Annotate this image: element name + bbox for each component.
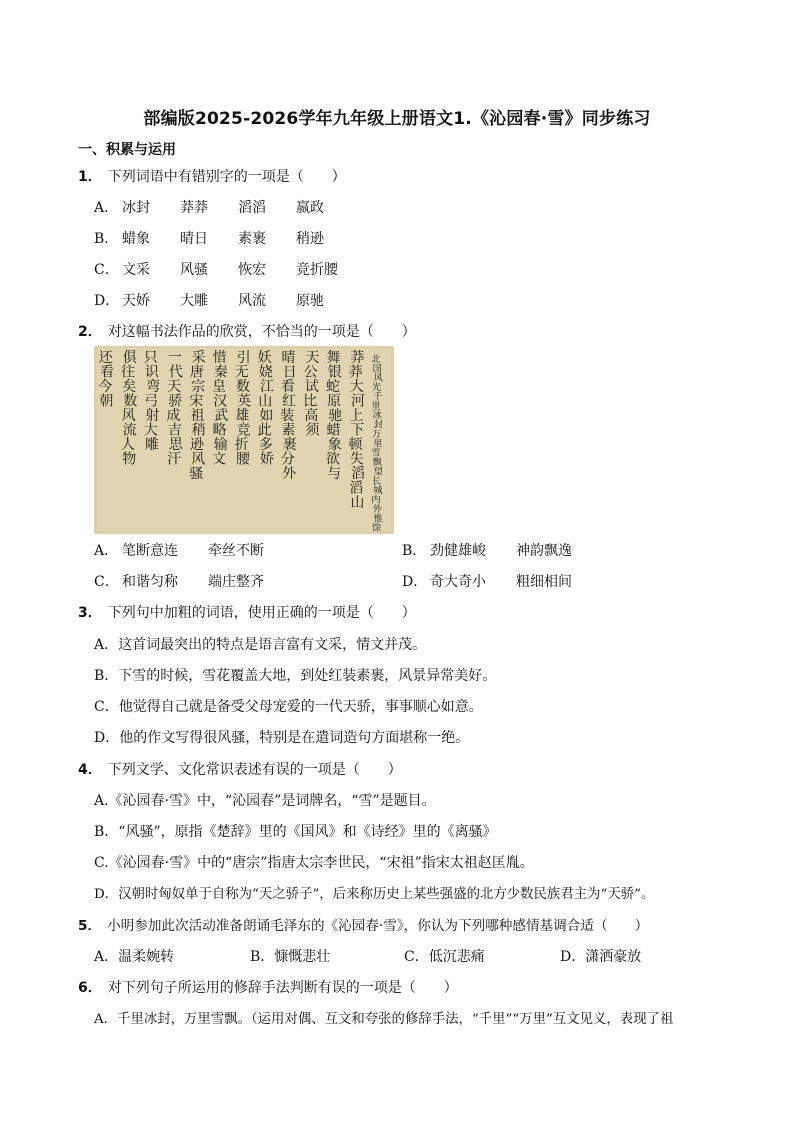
- question-stem: 对下列句子所运用的修辞手法判断有误的一项是（ ）: [107, 980, 458, 996]
- calligraphy-column: 莽莽大河上下顿失滔滔山: [348, 350, 365, 511]
- question-1: [78, 166, 346, 186]
- question-2: [78, 321, 416, 341]
- q4-option-c[interactable]: C.《沁园春·雪》中的“唐宗”指唐太宗李世民，“宋祖”指宋太祖赵匡胤。: [94, 855, 534, 871]
- calligraphy-column: 北国风光千里冰封万里雪飘望长城内外惟馀: [371, 354, 383, 534]
- calligraphy-column: 引无数英雄竞折腰: [234, 350, 252, 468]
- q3-option-b[interactable]: B．下雪的时候，雪花覆盖大地，到处红装素裹，风景异常美好。: [94, 668, 497, 684]
- calligraphy-column: 俱往矣数风流人物: [121, 350, 138, 468]
- question-stem: 下列句中加粗的词语，使用正确的一项是（ ）: [107, 605, 416, 621]
- q2-option-a[interactable]: A． 笔断意连 牵丝不断: [94, 543, 264, 559]
- question-6: [78, 977, 458, 997]
- q1-option-d[interactable]: D． 天娇 大雕 风流 原驰: [94, 293, 324, 309]
- q5-option-d[interactable]: D．潇洒豪放: [560, 949, 642, 965]
- q4-option-d[interactable]: D．汉朝时匈奴单于自称为“天之骄子”，后来称历史上某些强盛的北方少数民族君主为“天骄”。: [94, 887, 655, 902]
- q3-option-c[interactable]: C．他觉得自己就是备受父母宠爱的一代天骄，事事顺心如意。: [94, 699, 483, 715]
- calligraphy-column: 采唐宗宋祖稍逊风骚: [189, 350, 206, 482]
- q5-option-a[interactable]: A．温柔婉转: [94, 949, 175, 965]
- question-stem: 对这幅书法作品的欣赏，不恰当的一项是（ ）: [107, 324, 416, 340]
- q2-option-d[interactable]: D． 奇大奇小 粗细相间: [402, 574, 572, 590]
- question-stem: 下列文学、文化常识表述有误的一项是（ ）: [107, 762, 402, 778]
- q4-option-b[interactable]: B．“风骚”，原指《楚辞》里的《国风》和《诗经》里的《离骚》: [94, 824, 497, 840]
- question-4: [78, 759, 402, 779]
- calligraphy-column: 晴日看红装素裹分外: [280, 350, 297, 482]
- q5-option-c[interactable]: C．低沉悲痛: [404, 949, 485, 965]
- question-number: 6．: [78, 980, 102, 996]
- q1-option-c[interactable]: C． 文采 风骚 恢宏 竞折腰: [94, 262, 338, 278]
- q1-option-b[interactable]: B． 蜡象 晴日 素裹 稍逊: [94, 231, 324, 247]
- calligraphy-column: 妖娆江山如此多娇: [257, 350, 274, 468]
- q6-option-a[interactable]: A．千里冰封，万里雪飘。（运用对偶、互文和夸张的修辞手法，“千里”“万里”互文见义，表现了祖: [94, 1012, 674, 1027]
- q3-option-d[interactable]: D．他的作文写得很风骚，特别是在遣词造句方面堪称一绝。: [94, 730, 470, 746]
- question-number: 3．: [78, 605, 102, 621]
- calligraphy-column: 还看今朝: [98, 350, 114, 410]
- section-heading: 一、积累与运用: [78, 142, 176, 158]
- calligraphy-image: [94, 346, 394, 534]
- q4-option-a[interactable]: A.《沁园春·雪》中，“沁园春”是词牌名，“雪”是题目。: [94, 793, 436, 809]
- q1-option-a[interactable]: A． 冰封 莽莽 滔滔 嬴政: [94, 200, 324, 216]
- calligraphy-column: 天公试比高须: [303, 350, 320, 439]
- calligraphy-column: 只识弯弓射大雕: [143, 350, 161, 453]
- q2-option-b[interactable]: B． 劲健雄峻 神韵飘逸: [402, 543, 572, 559]
- calligraphy-column: 舞银蛇原驰蜡象欲与: [325, 350, 343, 482]
- q3-option-a[interactable]: A．这首词最突出的特点是语言富有文采，情文并茂。: [94, 637, 427, 653]
- question-stem: 下列词语中有错别字的一项是（ ）: [107, 169, 346, 185]
- calligraphy-column: 惜秦皇汉武略输文: [212, 350, 229, 468]
- question-stem: 小明参加此次活动准备朗诵毛泽东的《沁园春·雪》，你认为下列哪种感情基调合适（ ）: [107, 918, 649, 934]
- question-number: 2．: [78, 324, 102, 340]
- page-title: 部编版2025-2026学年九年级上册语文1.《沁园春·雪》同步练习: [143, 109, 651, 129]
- q5-option-b[interactable]: B．慷慨悲壮: [250, 949, 331, 965]
- calligraphy-column: 一代天骄成吉思汗: [166, 350, 183, 468]
- question-3: [78, 602, 416, 622]
- question-number: 5．: [78, 918, 102, 934]
- question-number: 1．: [78, 169, 102, 185]
- question-5: [78, 914, 648, 934]
- q2-option-c[interactable]: C． 和谐匀称 端庄整齐: [94, 574, 264, 590]
- question-number: 4．: [78, 762, 102, 778]
